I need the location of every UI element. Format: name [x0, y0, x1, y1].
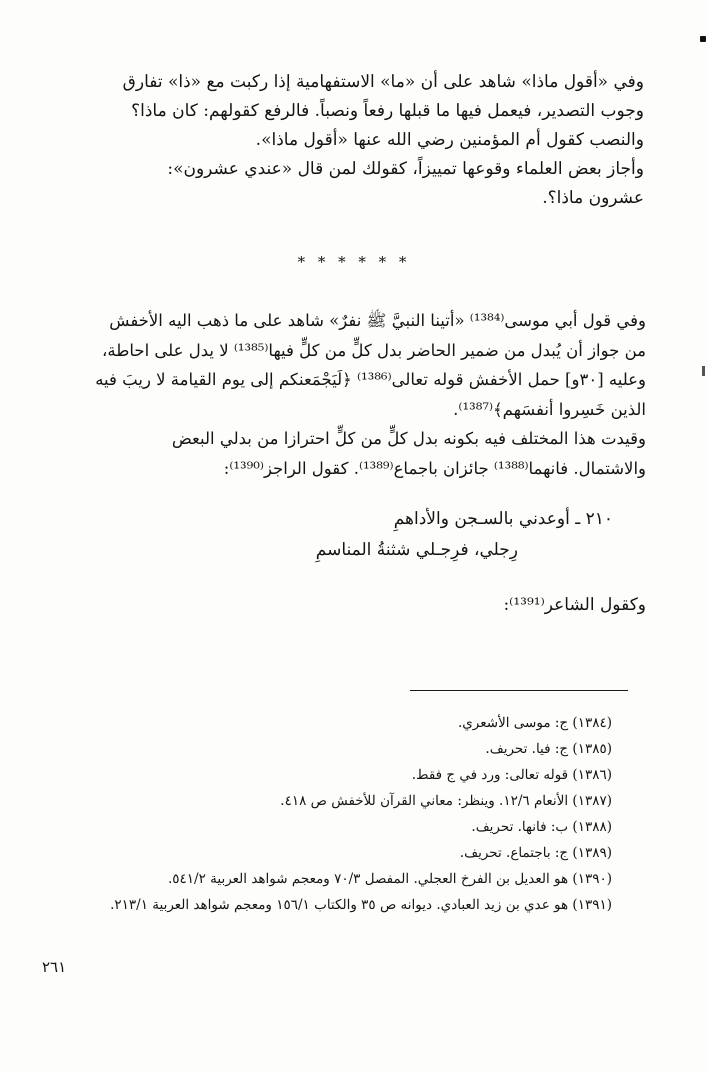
verse-line-2: رِجلي، فرِجـلي شثنةُ المناسمِ: [315, 540, 518, 560]
footnotes: [52, 710, 612, 916]
main-paragraph: [62, 306, 646, 483]
footnote-divider: [410, 690, 628, 691]
footnote: (١٣٨٥) ج: فيا. تحريف.: [485, 741, 612, 757]
intro-paragraph: [70, 68, 644, 213]
text-line: وفي قول أبي موسى⁽¹³⁸⁴⁾ «أتينا النبيَّ ﷺ نفرٌ» شاهد على ما ذهب اليه الأخفش: [109, 311, 646, 330]
text-line: وعليه [٣٠و] حمل الأخفش قوله تعالى⁽¹³⁸⁶⁾ ﴿لَيَجْمَعنكم إلى يوم القيامة لا ريبَ فيه: [95, 370, 646, 389]
footnote: (١٣٨٨) ب: فانها. تحريف.: [471, 819, 612, 835]
text-line: وجوب التصدير، فيعمل فيها ما قبلها رفعاً ونصباً. فالرفع كقولهم: كان ماذا؟: [131, 101, 644, 121]
scan-edge-mark: [702, 366, 705, 376]
text-line: وأجاز بعض العلماء وقوعها تمييزاً، كقولك لمن قال «عندي عشرون»:: [167, 159, 644, 179]
text-line: والنصب كقول أم المؤمنين رضي الله عنها «أقول ماذا».: [255, 130, 644, 150]
footnote: (١٣٩٠) هو العديل بن الفرخ العجلي. المفصل ٧٠/٣ ومعجم شواهد العربية ٥٤١/٢.: [168, 871, 612, 887]
text-line: الذين خَسِروا أنفسَهم﴾⁽¹³⁸⁷⁾.: [453, 399, 646, 419]
verse-line-1: ٢١٠ ـ أوعدني بالسـجن والأداهمِ: [393, 509, 613, 529]
footnote: (١٣٨٧) الأنعام ١٢/٦. وينظر: معاني القرآن للأخفش ص ٤١٨.: [280, 793, 612, 809]
poet-intro: وكقول الشاعر⁽¹³⁹¹⁾:: [503, 595, 646, 615]
footnote: (١٣٨٤) ج: موسى الأشعري.: [457, 715, 612, 731]
page-number: ٢٦١: [42, 958, 67, 976]
footnote: (١٣٨٦) قوله تعالى: ورد في ج فقط.: [411, 767, 612, 783]
scan-edge-mark: [700, 36, 706, 42]
text-line: عشرون ماذا؟.: [542, 188, 644, 208]
text-line: وفي «أقول ماذا» شاهد على أن «ما» الاستفهامية إذا ركبت مع «ذا» تفارق: [122, 72, 644, 92]
footnote: (١٣٨٩) ج: باجتماع. تحريف.: [459, 845, 612, 861]
text-line: والاشتمال. فانهما⁽¹³⁸⁸⁾ جائزان باجماع⁽¹³⁸⁹⁾. كقول الراجز⁽¹³⁹⁰⁾:: [223, 458, 646, 478]
text-line: وقيدت هذا المختلف فيه بكونه بدل كلٍّ من كلٍّ احترازا من بدلي البعض: [171, 429, 646, 448]
text-line: من جواز أن يُبدل من ضمير الحاضر بدل كلٍّ من كلٍّ فيها⁽¹³⁸⁵⁾ لا يدل على احاطة،: [102, 340, 646, 360]
footnote: (١٣٩١) هو عدي بن زيد العبادي. ديوانه ص ٣٥ والكتاب ١٥٦/١ ومعجم شواهد العربية ٢١٣/١.: [110, 897, 612, 913]
section-separator: * * * * * *: [297, 253, 411, 271]
